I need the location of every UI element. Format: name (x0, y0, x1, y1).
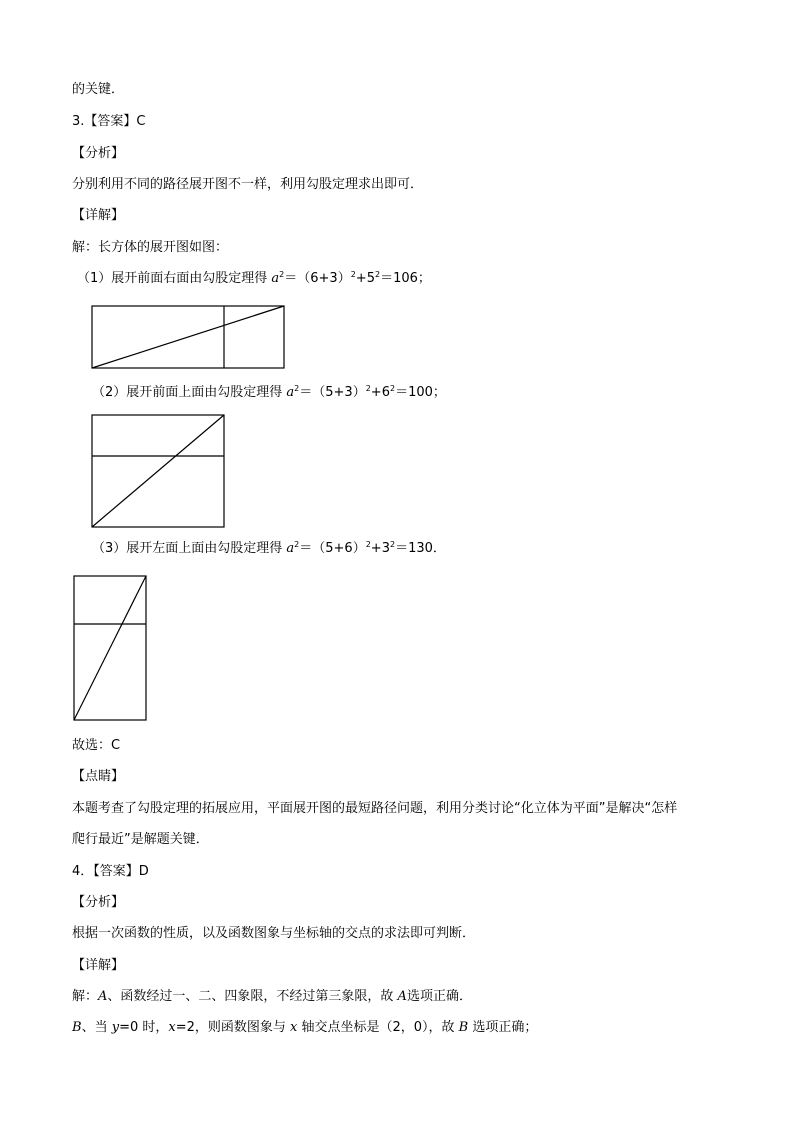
var-x: x (168, 1020, 176, 1035)
solution-intro: 解：长方体的展开图如图： (72, 240, 229, 255)
diagram-2-diagonal (92, 415, 224, 527)
option-a: A (98, 989, 108, 1004)
expr: ＝（5+3） (299, 385, 366, 400)
exponent: 2 (279, 270, 285, 279)
case-2 (92, 384, 446, 402)
text-line: 的关键． (72, 82, 125, 97)
solution-a (72, 988, 472, 1006)
expr: ＝（5+6） (299, 541, 366, 556)
expr-result: ＝100； (395, 385, 446, 400)
var-a: a (286, 541, 295, 556)
option-b: B (458, 1020, 469, 1035)
answer-3: 3.【答案】C (72, 114, 146, 129)
var-a: a (271, 271, 280, 286)
section-comment: 【点睛】 (72, 769, 125, 784)
comment-text-1: 本题考查了勾股定理的拓展应用，平面展开图的最短路径问题，利用分类讨论“化立体为平面”是解决“怎样 (72, 801, 678, 816)
section-detail: 【详解】 (72, 208, 125, 223)
solution-text: 、当 (81, 1020, 112, 1035)
exponent: 2 (389, 540, 396, 549)
solution-text: 选项正确． (406, 989, 472, 1004)
expr-result: ＝130． (395, 541, 446, 556)
case-2-label: （2）展开前面上面由勾股定理得 (92, 385, 287, 400)
exponent: 2 (389, 384, 396, 393)
exponent: 2 (294, 384, 300, 393)
section-analysis: 【分析】 (72, 146, 125, 161)
case-3-label: （3）展开左面上面由勾股定理得 (92, 541, 287, 556)
analysis-text-2: 根据一次函数的性质，以及函数图象与坐标轴的交点的求法即可判断． (72, 926, 476, 941)
exponent: 2 (294, 540, 300, 549)
section-detail-2: 【详解】 (72, 958, 125, 973)
expr: +5 (355, 271, 375, 286)
diagram-1-diagonal (92, 306, 284, 368)
var-a: a (286, 385, 295, 400)
section-analysis-2: 【分析】 (72, 895, 125, 910)
solution-prefix: 解： (72, 989, 99, 1004)
solution-text: =0 时， (119, 1020, 169, 1035)
answer-4: 4．【答案】D (72, 864, 149, 879)
case-1-label: （1）展开前面右面由勾股定理得 (77, 271, 272, 286)
expr: +6 (370, 385, 390, 400)
analysis-text: 分别利用不同的路径展开图不一样，利用勾股定理求出即可． (72, 177, 424, 192)
var-y: y (111, 1020, 120, 1035)
var-x: x (290, 1020, 298, 1035)
exponent: 2 (365, 384, 371, 393)
expr-result: ＝106； (380, 271, 431, 286)
solution-text: 选项正确； (468, 1020, 538, 1035)
solution-text: 轴交点坐标是（2，0），故 (297, 1020, 459, 1035)
option-a: A (397, 989, 407, 1004)
expr: +3 (370, 541, 390, 556)
exponent: 2 (374, 270, 381, 279)
expr: ＝（6+3） (284, 271, 351, 286)
comment-text-2: 爬行最近”是解题关键． (72, 832, 209, 847)
case-3 (92, 540, 446, 558)
solution-b (72, 1019, 537, 1037)
exponent: 2 (350, 270, 356, 279)
choice-line: 故选：C (72, 738, 121, 753)
solution-text: =2，则函数图象与 (175, 1020, 290, 1035)
solution-text: 、函数经过一、二、四象限，不经过第三象限，故 (107, 989, 398, 1004)
diagram-3-diagonal (74, 576, 146, 720)
exponent: 2 (365, 540, 371, 549)
option-b: B (72, 1020, 82, 1035)
